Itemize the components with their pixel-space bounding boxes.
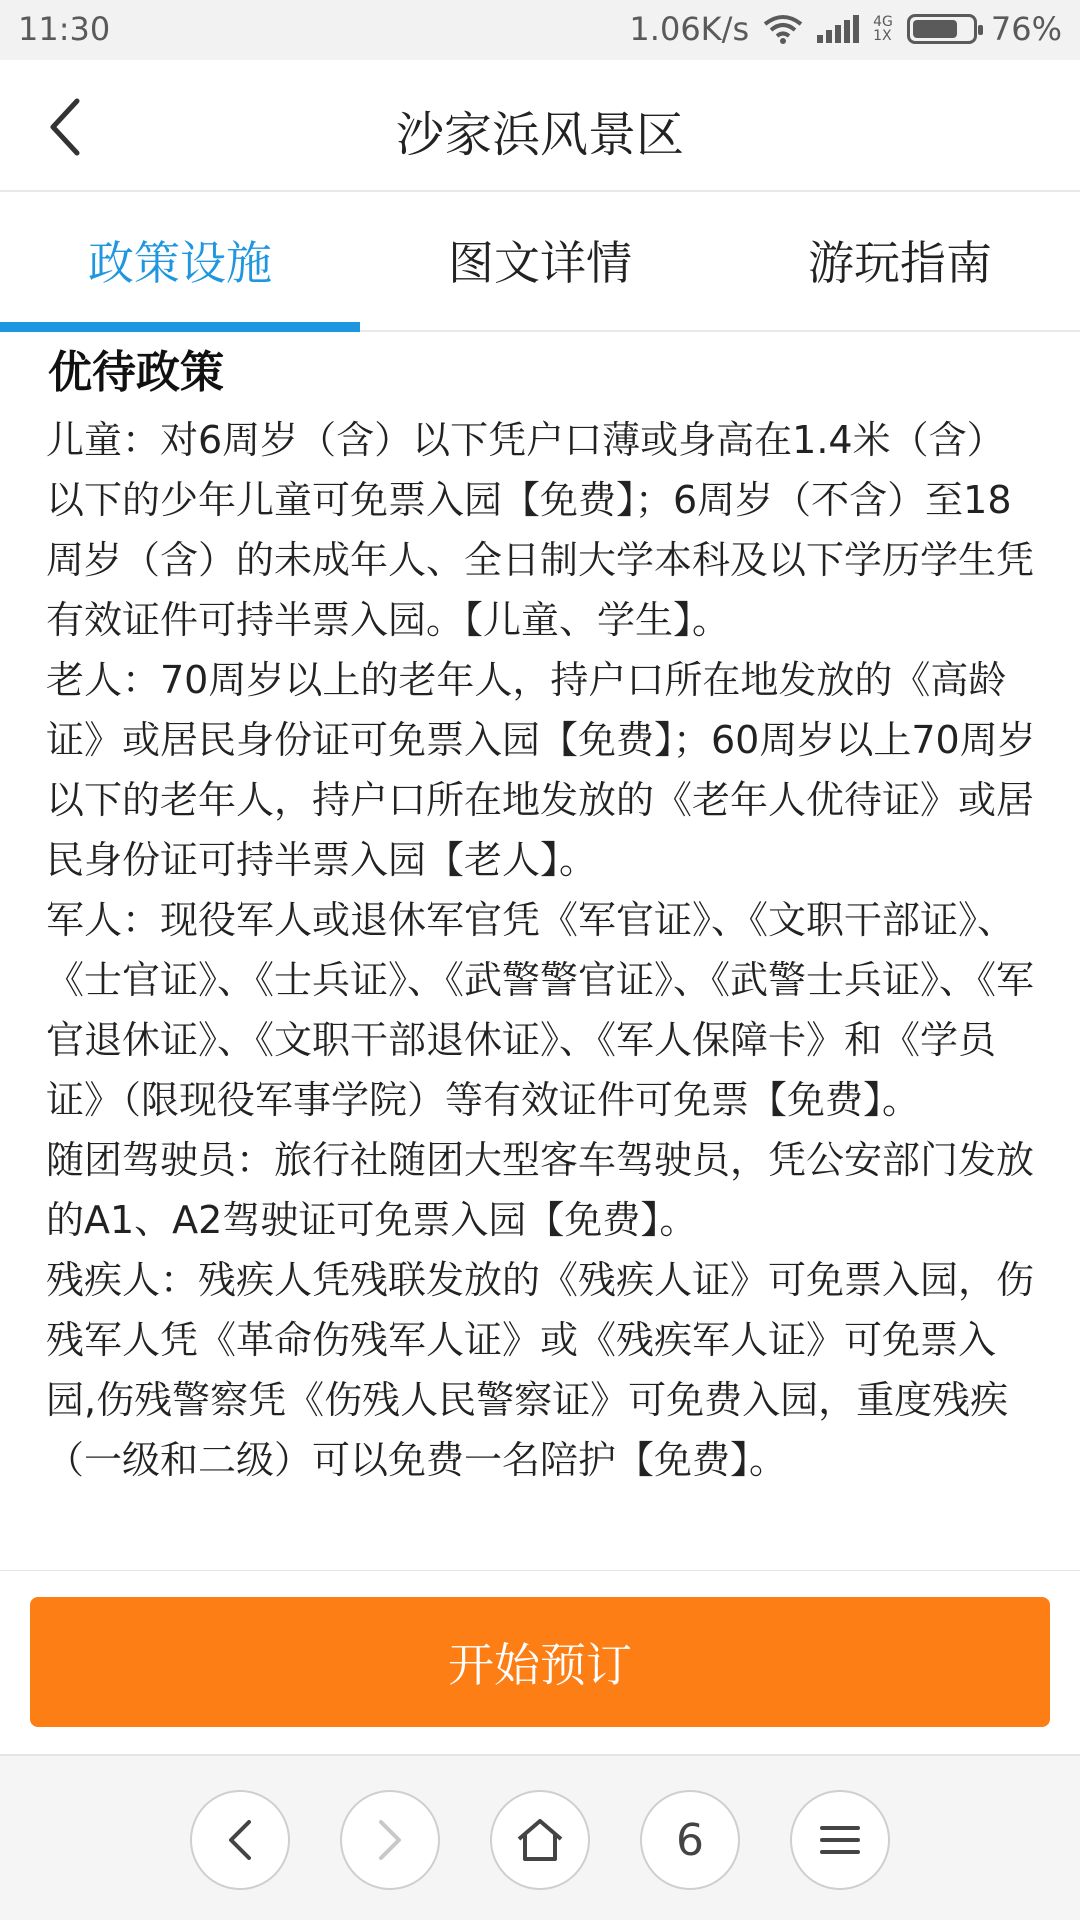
battery-fill (913, 20, 957, 38)
menu-icon (818, 1822, 862, 1858)
tab-details[interactable]: 图文详情 (448, 236, 632, 290)
booking-footer (0, 1570, 1080, 1754)
policy-children: 儿童：对6周岁（含）以下凭户口薄或身高在1.4米（含）以下的少年儿童可免票入园【免费】；6周岁（不含）至18周岁（含）的未成年人、全日制大学本科及以下学历学生凭有效证件可持半票入园。【儿童、学生】。 (46, 418, 1035, 642)
status-time: 11:30 (18, 10, 111, 48)
tab-guide[interactable]: 游玩指南 (808, 236, 992, 290)
browser-home-button[interactable] (490, 1790, 590, 1890)
battery-percent: 76% (990, 10, 1062, 48)
browser-menu-button[interactable] (790, 1790, 890, 1890)
chevron-right-icon (375, 1818, 405, 1862)
content-scroll-area[interactable] (0, 334, 1080, 1570)
policy-driver: 随团驾驶员：旅行社随团大型客车驾驶员，凭公安部门发放的A1、A2驾驶证可免票入园【免费】。 (46, 1138, 1035, 1242)
battery-icon (907, 14, 977, 44)
network-speed: 1.06K/s (629, 10, 750, 48)
network-type-bottom: 1X (873, 28, 892, 44)
network-type-top: 4G (873, 14, 893, 30)
browser-forward-button[interactable] (340, 1790, 440, 1890)
policy-text (46, 410, 1040, 1490)
network-type-icon (873, 15, 893, 43)
browser-back-button[interactable] (190, 1790, 290, 1890)
tab-bar (0, 194, 1080, 332)
tab-policy-facilities[interactable]: 政策设施 (0, 194, 360, 330)
chevron-left-icon (225, 1818, 255, 1862)
nav-header (0, 60, 1080, 192)
section-heading: 优待政策 (48, 347, 224, 398)
home-icon (515, 1817, 565, 1863)
page-title: 沙家浜风景区 (395, 107, 684, 163)
tab-count: 6 (676, 1814, 704, 1866)
status-right (629, 10, 1062, 48)
signal-icon (817, 15, 859, 43)
policy-elderly: 老人：70周岁以上的老年人，持户口所在地发放的《高龄证》或居民身份证可免票入园【免费】；60周岁以上70周岁以下的老年人，持户口所在地发放的《老年人优待证》或居民身份证可持半票入园【老人】。 (46, 658, 1036, 882)
policy-disabled: 残疾人：残疾人凭残联发放的《残疾人证》可免票入园，伤残军人凭《革命伤残军人证》或《残疾军人证》可免票入园,伤残警察凭《伤残人民警察证》可免费入园，重度残疾（一级和二级）可以免费一名陪护【免费】。 (46, 1258, 1035, 1482)
wifi-icon (763, 14, 803, 44)
browser-toolbar (0, 1754, 1080, 1920)
start-booking-button[interactable]: 开始预订 (30, 1597, 1050, 1727)
browser-tabs-button[interactable] (640, 1790, 740, 1890)
policy-military: 军人：现役军人或退休军官凭《军官证》、《文职干部证》、《士官证》、《士兵证》、《武警警官证》、《武警士兵证》、《军官退休证》、《文职干部退休证》、《军人保障卡》和《学员证》（限现役军事学院）等有效证件可免票【免费】。 (46, 898, 1035, 1122)
status-bar (0, 0, 1080, 60)
